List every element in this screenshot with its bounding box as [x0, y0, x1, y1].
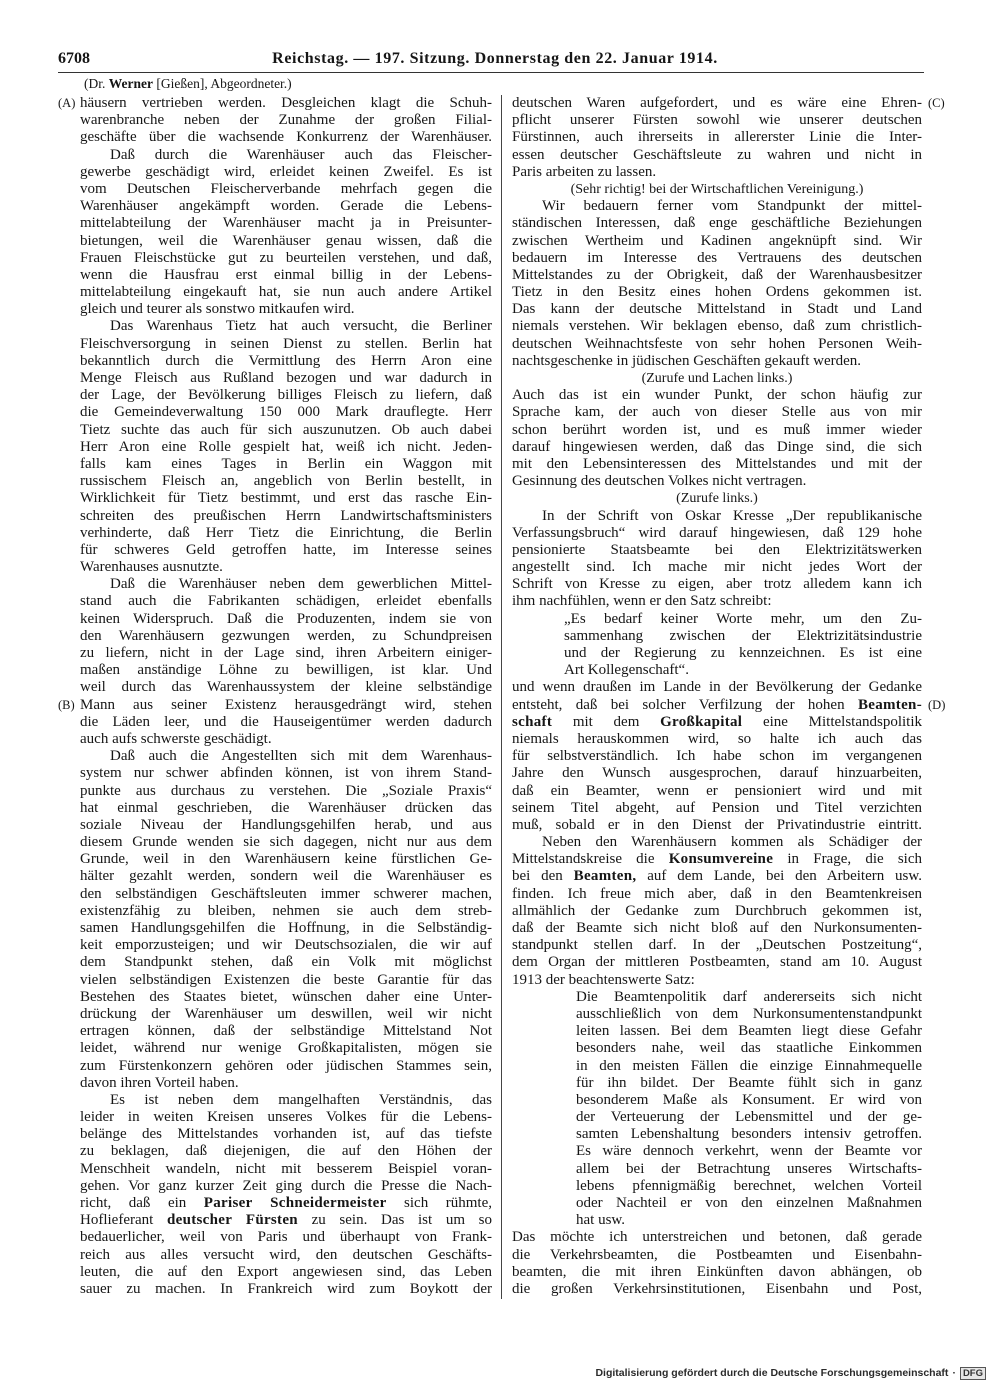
text-line: geschäfte über die wachsende Konkurrenz der Warenhäuser.	[80, 129, 492, 146]
text-line: pflicht unserer Fürsten sowohl wie unserer deutschen	[512, 112, 922, 129]
text-line: Es wäre dennoch verkehrt, wenn der Beamte vor	[576, 1143, 922, 1160]
text-line	[512, 714, 922, 731]
text-line: Bestehen des Staates bietet, wünschen daher eine Unter-	[80, 988, 492, 1005]
emphasized-text: deutscher Fürsten	[166, 1212, 298, 1229]
page-number: 6708	[58, 50, 90, 67]
text-segment: auf dem Lande, bei den Arbeitern usw.	[636, 868, 922, 885]
emphasized-text: Beamten-	[857, 696, 922, 713]
text-line: schreiten des preußischen Herrn Landwirtschaftsministers	[80, 507, 492, 524]
text-line: deutschen Weihnachtsfeste von sehr hohen Personen Weih-	[512, 335, 922, 352]
text-line: 1913 der beachtenswerte Satz:	[512, 971, 695, 988]
text-line: den selbständigen Geschäftsleuten immer schwerer machen,	[80, 885, 492, 902]
text-line: mittelabteilung der Warenhäuser macht ja in Preisunter-	[80, 215, 492, 232]
emphasized-text: Beamten,	[573, 868, 637, 885]
text-line: Daß durch die Warenhäuser auch das Fleischer-	[110, 146, 492, 163]
text-line: weil durch das Warenhaussystem der kleine selbständige	[80, 679, 492, 696]
text-line: Jahre den Wunsch ausgesprochen, darauf hinzuarbeiten,	[512, 765, 922, 782]
text-line: warenbranche neben der Zunahme der großen Filial-	[80, 112, 492, 129]
speaker-name: Werner	[108, 76, 153, 91]
text-line: Tietz in den Besitz eines hohen Ordens gekommen ist.	[512, 284, 922, 301]
text-line: Daß auch die Angestellten sich mit dem Warenhaus-	[110, 748, 492, 765]
text-line: oder Nachteil er von den einzelnen Maßnahmen	[576, 1195, 922, 1211]
text-line: zu liefern, nicht in der Lage sind, ihren Arbeitern einiger-	[80, 645, 492, 661]
text-line: Grunde, weil in den Warenhäusern keine fürstlichen Ge-	[80, 851, 492, 868]
text-line: existenzfähig zu bleiben, nehmen sie auch dem streb-	[80, 902, 492, 919]
text-line: daß ein Beamter, wenn er pensioniert wird und mit	[512, 782, 922, 799]
text-line: die großen Verkehrsinstitutionen, Eisenbahn und Post,	[512, 1280, 922, 1297]
dfg-logo-icon: DFG	[960, 1367, 986, 1380]
text-line: „Es bedarf keiner Worte mehr, um den Zu-	[564, 610, 922, 627]
text-line: Die Beamtenpolitik darf andererseits sich nicht	[576, 988, 922, 1005]
text-line: ertragen können, daß der selbständige Mittelstand Not	[80, 1023, 492, 1040]
header-rule	[58, 72, 924, 73]
text-line: der Verteuerung der Lebensmittel und der ge-	[576, 1109, 922, 1126]
text-line: schon berührt worden ist, und es muß immer wieder	[512, 421, 922, 438]
text-line: den Warenhäusern gezwungen werden, zu Schundpreisen	[80, 627, 492, 644]
text-line: davon ihren Vorteil haben.	[80, 1074, 239, 1091]
text-line: nachtsgeschenke in jüdischen Geschäften gekauft werden.	[512, 352, 862, 369]
text-line: falls kam eines Tages in Berlin ein Waggon mit	[80, 455, 492, 472]
text-line: besonderem Maße als Konsument. Er wird von	[576, 1091, 922, 1108]
text-line: der Lage, der Bevölkerung billiges Fleisch zu liefern, daß	[80, 387, 492, 404]
text-line: zu beklagen, daß diejenigen, die auf den Höhen der	[80, 1143, 492, 1160]
text-line: punkte aus durchaus zu verstehen. Die „Soziale Praxis“	[80, 782, 492, 799]
text-line: beamten, die mit ihren Einkünften davon abhängen, ob	[512, 1263, 922, 1280]
text-segment: entsteht, daß bei solcher Verfilzung der hohen	[512, 696, 858, 713]
text-line: auch aufs schwerste geschädigt.	[80, 730, 272, 747]
text-line: samen Handlungsgehilfen die Hoffnung, in die Selbständig-	[80, 920, 492, 936]
emphasized-text: schaft	[512, 713, 553, 730]
text-line: Fürstinnen, auch ihrerseits in allererster Linie die Inter-	[512, 129, 922, 146]
text-line: daß der Beamte sich nicht bloß auf den Nurkonsumenten-	[512, 920, 922, 936]
text-line	[512, 697, 922, 714]
text-line: hat usw.	[576, 1212, 626, 1229]
emphasized-text: Konsumvereine	[668, 851, 774, 868]
text-segment: Hoflieferant	[80, 1212, 167, 1229]
running-header-title: Reichstag. — 197. Sitzung. Donnerstag den 22. Januar 1914.	[272, 50, 718, 67]
margin-marker-c: (C)	[928, 96, 945, 110]
text-line: zwischen Wertheim und Kadinen angeknüpft sind. Wir	[512, 232, 922, 249]
text-line: stand auch die Fabrikanten schädigen, erleidet ebenfalls	[80, 593, 492, 610]
interjection-line: (Zurufe links.)	[676, 491, 758, 507]
text-line: leidet, während nur wenige Großkapitalisten, mögen sie	[80, 1040, 492, 1057]
text-segment: bei den	[512, 868, 574, 885]
emphasized-text: Großkapital	[660, 713, 743, 730]
margin-marker-b: (B)	[58, 698, 75, 712]
text-line: samten Lebenshaltung besonders intensiv getroffen.	[576, 1126, 922, 1143]
text-line: Warenhäuser angekämpft worden. Gerade die Lebens-	[80, 198, 492, 215]
text-line	[80, 1212, 492, 1229]
digitization-footer	[595, 1366, 986, 1380]
text-line: Mittelstandes zu der Obrigkeit, daß der Warenhausbesitzer	[512, 266, 922, 283]
text-line: russischem Fleisch an, angeblich von Berlin bestellt, in	[80, 473, 492, 490]
text-line: Menge Fleisch aus Rußland bezogen und war dadurch in	[80, 370, 492, 386]
text-line: Frauen Fleischstücke gut zu beurteilen verstehen, und daß,	[80, 249, 492, 266]
text-line: besonders nahe, weil das staatliche Einkommen	[576, 1040, 922, 1057]
margin-marker-a: (A)	[58, 96, 76, 110]
text-line: Verfassungsbruch“ wird darauf hingewiesen, daß 129 hohe	[512, 524, 922, 541]
text-line: die Läden leer, und die Hauseigentümer werden dadurch	[80, 713, 492, 730]
text-line: essen deutscher Geschäftsleute zu wahren und nicht in	[512, 146, 922, 163]
right-column	[512, 95, 922, 1298]
text-line: Wirklichkeit für Tietz bestimmt, und erst das rasche Ein-	[80, 490, 492, 507]
text-line: leider in weiten Kreisen unseres Volkes für die Lebens-	[80, 1109, 492, 1126]
text-line: angestellt sind. Ich mache mir nicht jedes Wort der	[512, 559, 922, 576]
text-line: Tietz suchte das auch für sich auszunutzen. Ob auch dabei	[80, 421, 492, 438]
text-line	[512, 868, 922, 885]
text-segment: zu sein. Das ist um so	[297, 1212, 492, 1229]
text-line: Neben den Warenhäusern kommen als Schädiger der	[542, 834, 922, 851]
text-line: in den meisten Fällen die einzige Einnahmequelle	[576, 1057, 922, 1074]
text-line: bekanntlich durch die Vermittlung des Herrn Aron eine	[80, 352, 492, 369]
text-line: verhinderte, daß Herr Tietz die Einrichtung, die Berlin	[80, 524, 492, 541]
text-line: bietungen, weil die Warenhäuser genau wissen, daß die	[80, 232, 492, 249]
text-segment: in Frage, die sich	[773, 851, 922, 868]
text-line: diesem Grunde wenden sie sich dagegen, nicht nur aus dem	[80, 834, 492, 851]
text-line: Fleischversorgung in seinen Dienst zu stellen. Berlin hat	[80, 335, 492, 352]
text-line: niemals herauskommen wird, so halte ich auch das	[512, 730, 922, 747]
text-line: häusern vertrieben werden. Desgleichen klagt die Schuh-	[80, 95, 492, 111]
text-line: system nur schwer abfinden können, ist von ihrem Stand-	[80, 765, 492, 782]
text-line: für selbstverständlich. Ich habe schon im vergangenen	[512, 748, 922, 765]
text-line: Auch das ist ein wunder Punkt, der schon häufig zur	[512, 387, 922, 404]
text-line: niemals verstehen. Wir beklagen ebenso, daß zum christlich-	[512, 318, 922, 335]
text-line: allem bei der Betrachtung unseres Wirtschafts-	[576, 1160, 922, 1177]
text-line: bedauern im Interesse des Vertrauens des deutschen	[512, 249, 922, 266]
text-line: leuten, die auf den Export angewiesen sind, das Leben	[80, 1263, 492, 1280]
text-line: soziale Niveau der Handlungsgehilfen herab, und aus	[80, 816, 492, 833]
footer-credit-text: Digitalisierung gefördert durch die Deutsche Forschungsgemeinschaft	[595, 1367, 949, 1379]
text-line: deutschen Waren aufgefordert, und es wäre eine Ehren-	[512, 95, 922, 111]
text-line: reich aus alles versucht wird, den deutschen Geschäfts-	[80, 1246, 492, 1263]
text-line: Es ist neben dem mangelhaften Verständnis, das	[110, 1091, 492, 1108]
text-line: muß, sobald er in den Dienst der Privatindustrie eintritt.	[512, 816, 922, 833]
text-line: Wir bedauern ferner vom Standpunkt der mittel-	[542, 198, 922, 215]
text-line: gehen. Vor ganz kurzer Zeit ging durch die Presse die Nach-	[80, 1177, 492, 1194]
interjection-line: (Sehr richtig! bei der Wirtschaftlichen Vereinigung.)	[570, 181, 864, 197]
text-line: belänge des Mittelstandes vorhanden ist, auf das tiefste	[80, 1126, 492, 1143]
footer-separator: ·	[952, 1367, 956, 1379]
text-line: dem Organ der mittleren Postbeamten, stand am 10. August	[512, 954, 922, 971]
text-line: und der Regierung zu kennzeichnen. Es ist eine	[564, 645, 922, 661]
text-line: die Gemeindeverwaltung 150 000 Mark drauflegte. Herr	[80, 404, 492, 421]
text-line: maßen anständige Löhne zu bewilligen, ist klar. Und	[80, 662, 492, 679]
text-line	[80, 1195, 492, 1212]
text-line: dem Standpunkt stehen, daß ein Volk mit möglichst	[80, 954, 492, 971]
text-line: Mann aus seiner Existenz herausgedrängt wird, stehen	[80, 696, 492, 713]
text-line: finden. Ich freue mich aber, daß in den Beamtenkreisen	[512, 885, 922, 902]
margin-marker-d: (D)	[928, 698, 946, 712]
text-line: ausschließlich von dem Nurkonsumentenstandpunkt	[576, 1005, 922, 1022]
column-divider	[501, 95, 502, 1299]
text-line: gleich und teurer als sonstwo mitkaufen wird.	[80, 301, 355, 318]
text-segment: sich rühmte,	[386, 1195, 492, 1211]
text-segment: richt, daß ein	[80, 1195, 204, 1211]
text-line: ständischen Interessen, daß enge geschäftliche Beziehungen	[512, 215, 922, 232]
text-line: die Verkehrsbeamten, die Postbeamten und Eisenbahn-	[512, 1246, 922, 1263]
text-line: mit den Lebensinteressen des Mittelstandes und mit der	[512, 455, 922, 472]
text-line: darauf hingewiesen werden, daß das Dinge sind, die sich	[512, 438, 922, 455]
text-line: hälter gezahlt werden, sondern weil die Warenhäuser es	[80, 868, 492, 885]
text-line: Das Warenhaus Tietz hat auch versucht, die Berliner	[110, 318, 492, 335]
text-line: In der Schrift von Oskar Kresse „Der republikanische	[542, 507, 922, 524]
text-line: wenn die Hausfrau erst einmal billig in der Lebens-	[80, 266, 492, 283]
text-line: keinen Widerspruch. Daß die Produzenten, indem sie von	[80, 610, 492, 627]
text-line: Herr Aron eine Rolle gespielt hat, weiß ich nicht. Jeden-	[80, 438, 492, 455]
text-line: Art Kollegenschaft“.	[564, 662, 689, 679]
text-segment: eine Mittelstandspolitik	[742, 713, 922, 730]
text-line: Das kann der deutsche Mittelstand in Stadt und Land	[512, 301, 922, 318]
text-line: leiten lassen. Bei dem Beamten liegt diese Gefahr	[576, 1023, 922, 1040]
text-line: allmählich der Gedanke zum Durchbruch gekommen ist,	[512, 902, 922, 919]
text-line: gewerbe geschädigt wird, erleidet keinen Zweifel. Es ist	[80, 163, 492, 180]
text-line: zum Fürstenkonzern gehören oder jüdischen Stammes sein,	[80, 1057, 492, 1074]
text-segment: mit dem	[552, 713, 661, 730]
left-column	[80, 95, 492, 1298]
text-line: Menschheit wandeln, nicht mit besserem Beispiel voran-	[80, 1160, 492, 1177]
text-line: pensionierte Staatsbeamte bei den Elektrizitätswerken	[512, 541, 922, 558]
interjection-line: (Zurufe und Lachen links.)	[641, 371, 793, 386]
text-line: Paris arbeiten zu lassen.	[512, 163, 657, 180]
text-line: Schrift von Kresse zu eigen, aber trotz alledem kann ich	[512, 576, 922, 593]
text-line: Das möchte ich unterstreichen und betonen, daß gerade	[512, 1229, 922, 1246]
text-line: Gesinnung des deutschen Volkes nicht vertragen.	[512, 473, 807, 490]
text-line: bedauerlicher, weil von Paris und überhaupt von Frank-	[80, 1229, 492, 1246]
text-line: sauer zu machen. In Frankreich wird zum Boykott der	[80, 1280, 492, 1297]
text-line: vielen selbständigen Existenzen die beste Garantie für das	[80, 971, 492, 988]
text-line: vom Deutschen Fleischerverbande mehrfach gegen die	[80, 180, 492, 197]
text-line: lebens pfennigmäßig berechnet, welchen Vorteil	[576, 1177, 922, 1194]
text-line: Warenhauses ausnutzte.	[80, 559, 223, 576]
speaker-line	[84, 76, 292, 92]
text-line: sammenhang zwischen der Elektrizitätsindustrie	[564, 627, 922, 644]
text-line: seinem Titel abgeht, auf Pension und Titel verzichten	[512, 799, 922, 816]
text-line: drückung der Warenhäuser um deswillen, weil wir nicht	[80, 1005, 492, 1022]
text-line: und wenn draußen im Lande in der Bevölkerung der Gedanke	[512, 679, 922, 696]
text-line: Sprache kam, der auch von dieser Stelle aus von mir	[512, 404, 922, 421]
text-line: für schweres Geld getroffen hatte, im Interesse seines	[80, 541, 492, 558]
text-line: Daß die Warenhäuser neben dem gewerblichen Mittel-	[110, 576, 492, 593]
text-segment: Mittelstandskreise die	[512, 851, 669, 868]
speaker-suffix: [Gießen], Abgeordneter.)	[152, 76, 292, 91]
text-line: mittelabteilung eingekauft hat, sie nun auch andere Artikel	[80, 284, 492, 301]
speaker-prefix: (Dr.	[84, 76, 109, 91]
text-line: standpunkt stellen darf. In der „Deutschen Postzeitung“,	[512, 937, 922, 954]
text-line	[512, 851, 922, 868]
emphasized-text: Pariser Schneidermeister	[203, 1195, 387, 1211]
text-line: für ihn bildet. Der Beamte fühlt sich in ganz	[576, 1074, 922, 1091]
text-line: keit emporzusteigen; und wir Deutschsozialen, die wir auf	[80, 937, 492, 954]
text-line: hat einmal geschrieben, die Warenhäuser drücken das	[80, 799, 492, 816]
text-line: ihm nachfühlen, wenn er den Satz schreibt:	[512, 593, 772, 610]
